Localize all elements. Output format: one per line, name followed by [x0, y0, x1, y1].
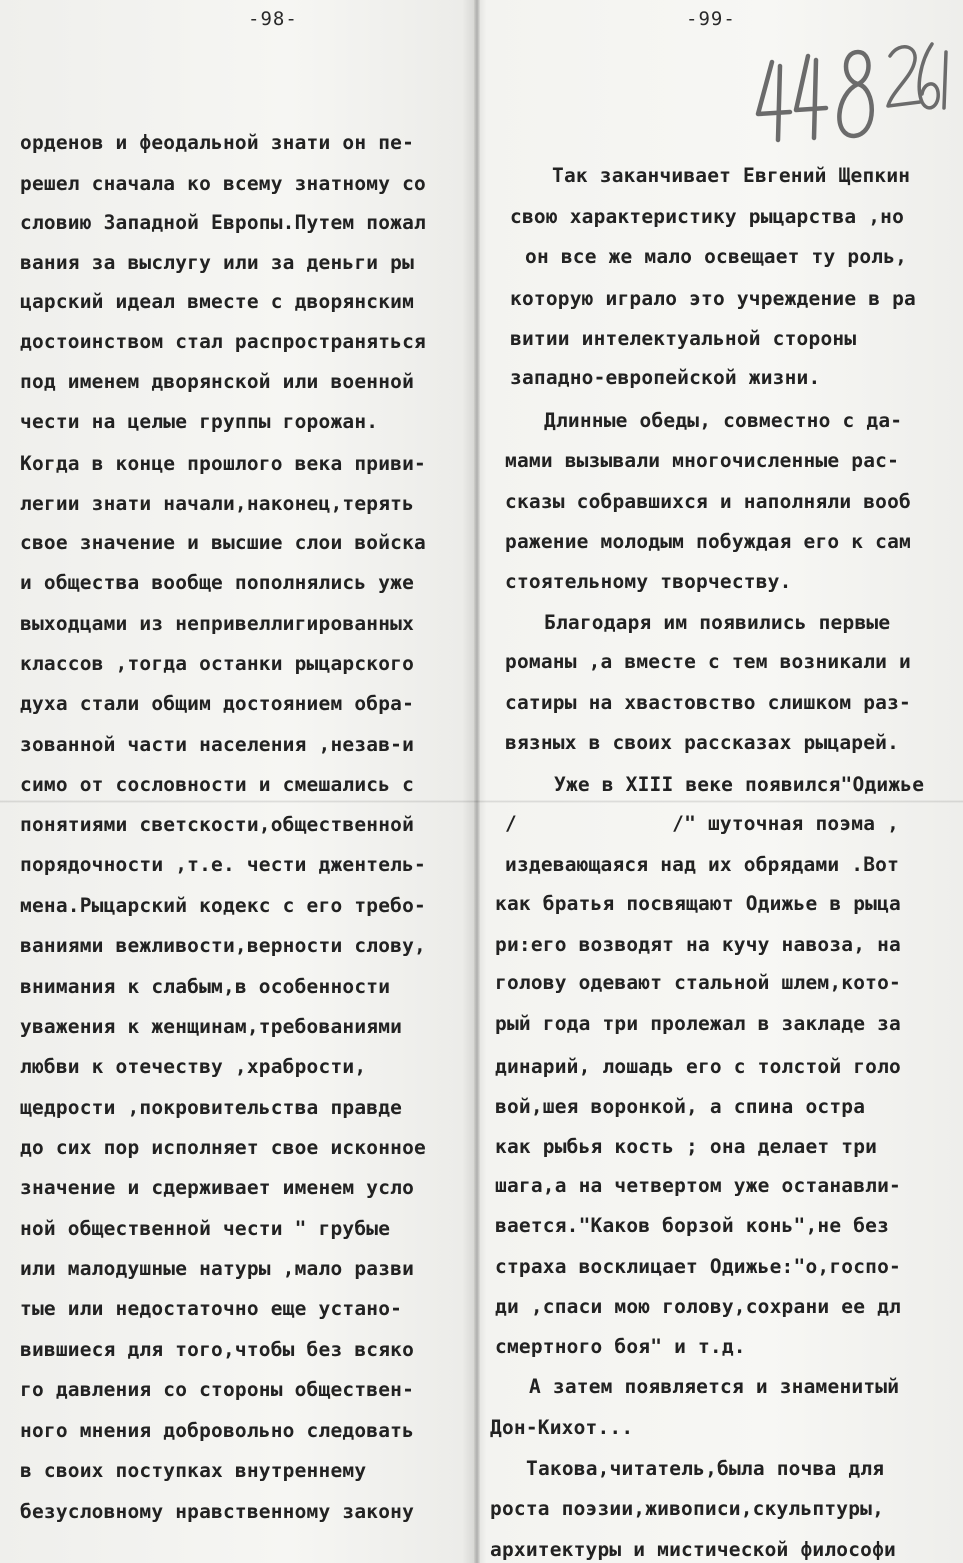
right-page-text-line: Дон-Кихот... — [490, 1416, 634, 1439]
left-page-text-line: тые или недостаточно еще устано- — [20, 1297, 403, 1320]
right-page-text-line: голову одевают стальной шлем,кото- — [495, 971, 901, 994]
right-page-text-line: которую играло это учреждение в ра — [510, 287, 916, 310]
right-page-text-line: западно-европейской жизни. — [510, 366, 821, 389]
left-page-text-line: легии знати начали,наконец,терять — [20, 492, 415, 515]
right-page-text-line: шага,а на четвертом уже останавли- — [495, 1174, 901, 1197]
left-page-text-line: классов ,тогда останки рыцарского — [20, 652, 415, 675]
right-page-text-line: динарий, лошадь его с толстой голо — [495, 1055, 901, 1078]
left-page-text-line: симо от сословности и смешались с — [20, 773, 415, 796]
left-page-text-line: ваниями вежливости,верности слову, — [20, 934, 426, 957]
left-page-text-line: ного мнения добровольно следовать — [20, 1419, 415, 1442]
right-page-text-line: Благодаря им появились первые — [544, 611, 891, 634]
left-page-text-line: мена.Рыцарский кодекс с его требо- — [20, 894, 426, 917]
right-page-text-line: сказы собравшихся и наполняли вооб — [505, 490, 911, 513]
handwritten-archive-number — [750, 22, 950, 152]
right-page-text-line: он все же мало освещает ту роль, — [525, 245, 908, 268]
left-page-text-line: чести на целые группы горожан. — [20, 410, 379, 433]
right-page-number: -99- — [686, 8, 736, 30]
left-page-text-line: выходцами из непривеллигированных — [20, 612, 415, 635]
left-page-number: -98- — [248, 8, 298, 30]
right-page-text-line: Уже в XIII веке появился"Одижье — [554, 773, 925, 796]
left-page-text-line: свое значение и высшие слои войска — [20, 531, 426, 554]
right-page-text-line: сатиры на хвастовство слишком раз- — [505, 691, 911, 714]
left-page-text-line: безусловному нравственному закону — [20, 1500, 415, 1523]
left-page-text-line: вившиеся для того,чтобы без всяко — [20, 1338, 415, 1361]
right-page-text-line: роста поэзии,живописи,скульптуры, — [490, 1497, 885, 1520]
right-page-text-line: Такова,читатель,была почва для — [526, 1457, 885, 1480]
right-page-text-line: Так заканчивает Евгений Щепкин — [552, 164, 911, 187]
left-page-text-line: в своих поступках внутреннему — [20, 1459, 367, 1482]
left-page — [0, 0, 474, 1563]
right-page-text-line: А затем появляется и знаменитый — [529, 1375, 900, 1398]
left-page-text-line: вания за выслугу или за деньги ры — [20, 251, 415, 274]
right-page-text-line: вой,шея воронкой, а спина остра — [495, 1095, 866, 1118]
left-page-text-line: понятиями светскости,общественной — [20, 813, 415, 836]
left-page-text-line: до сих пор исполняет свое исконное — [20, 1136, 426, 1159]
right-page-text-line: ри:его возводят на кучу навоза, на — [495, 933, 901, 956]
right-page-text-line: вязных в своих рассказах рыцарей. — [505, 731, 900, 754]
left-page-text-line: словию Западной Европы.Путем пожал — [20, 211, 426, 234]
right-page-text-line: архитектуры и мистической философи — [490, 1538, 896, 1561]
right-page-text-line: ражение молодым побуждая его к сам — [505, 530, 911, 553]
right-page-text-line: мами вызывали многочисленные рас- — [505, 449, 900, 472]
left-page-text-line: го давления со стороны обществен- — [20, 1378, 415, 1401]
left-page-text-line: щедрости ,покровительства правде — [20, 1096, 403, 1119]
left-page-text-line: любви к отечеству ,храбрости, — [20, 1055, 367, 1078]
right-page-text-line: ди ,спаси мою голову,сохрани ее дл — [495, 1295, 901, 1318]
left-page-text-line: уважения к женщинам,требованиями — [20, 1015, 403, 1038]
right-page-text-line: как рыбья кость ; она делает три — [495, 1135, 878, 1158]
left-page-text-line: внимания к слабым,в особенности — [20, 975, 391, 998]
right-page-text-line: как братья посвящают Одижье в рыца — [495, 892, 901, 915]
right-page-text-line: Длинные обеды, совместно с да- — [544, 409, 903, 432]
right-page-text-line: издевающаяся над их обрядами .Вот — [505, 853, 900, 876]
left-page-text-line: значение и сдерживает именем усло — [20, 1176, 415, 1199]
left-page-text-line: решел сначала ко всему знатному со — [20, 172, 426, 195]
right-page-text-line: смертного боя" и т.д. — [495, 1335, 746, 1358]
left-page-text-line: ной общественной чести " грубые — [20, 1217, 391, 1240]
left-page-text-line: Когда в конце прошлого века приви- — [20, 452, 426, 475]
right-page — [480, 0, 963, 1563]
right-page-text-line: страха восклицает Одижье:"о,госпо- — [495, 1255, 901, 1278]
right-page-text-line: стоятельному творчеству. — [505, 570, 792, 593]
left-page-text-line: порядочности ,т.е. чести джентель- — [20, 853, 426, 876]
right-page-text-line: вается."Каков борзой конь",не без — [495, 1214, 890, 1237]
left-page-text-line: царский идеал вместе с дворянским — [20, 290, 415, 313]
left-page-text-line: орденов и феодальной знати он пе- — [20, 131, 415, 154]
left-page-text-line: или малодушные натуры ,мало разви — [20, 1257, 415, 1280]
left-page-text-line: достоинством стал распространяться — [20, 330, 426, 353]
left-page-text-line: и общества вообще пополнялись уже — [20, 571, 415, 594]
right-page-text-line: романы ,а вместе с тем возникали и — [505, 650, 911, 673]
left-page-text-line: зованной части населения ,незав-и — [20, 733, 415, 756]
left-page-text-line: под именем дворянской или военной — [20, 370, 415, 393]
right-page-text-line: / /" шуточная поэма , — [505, 812, 900, 835]
right-page-text-line: свою характеристику рыцарства ,но — [510, 205, 905, 228]
left-page-text-line: духа стали общим достоянием обра- — [20, 692, 415, 715]
right-page-text-line: рый года три пролежал в закладе за — [495, 1012, 901, 1035]
right-page-text-line: витии интелектуальной стороны — [510, 327, 857, 350]
